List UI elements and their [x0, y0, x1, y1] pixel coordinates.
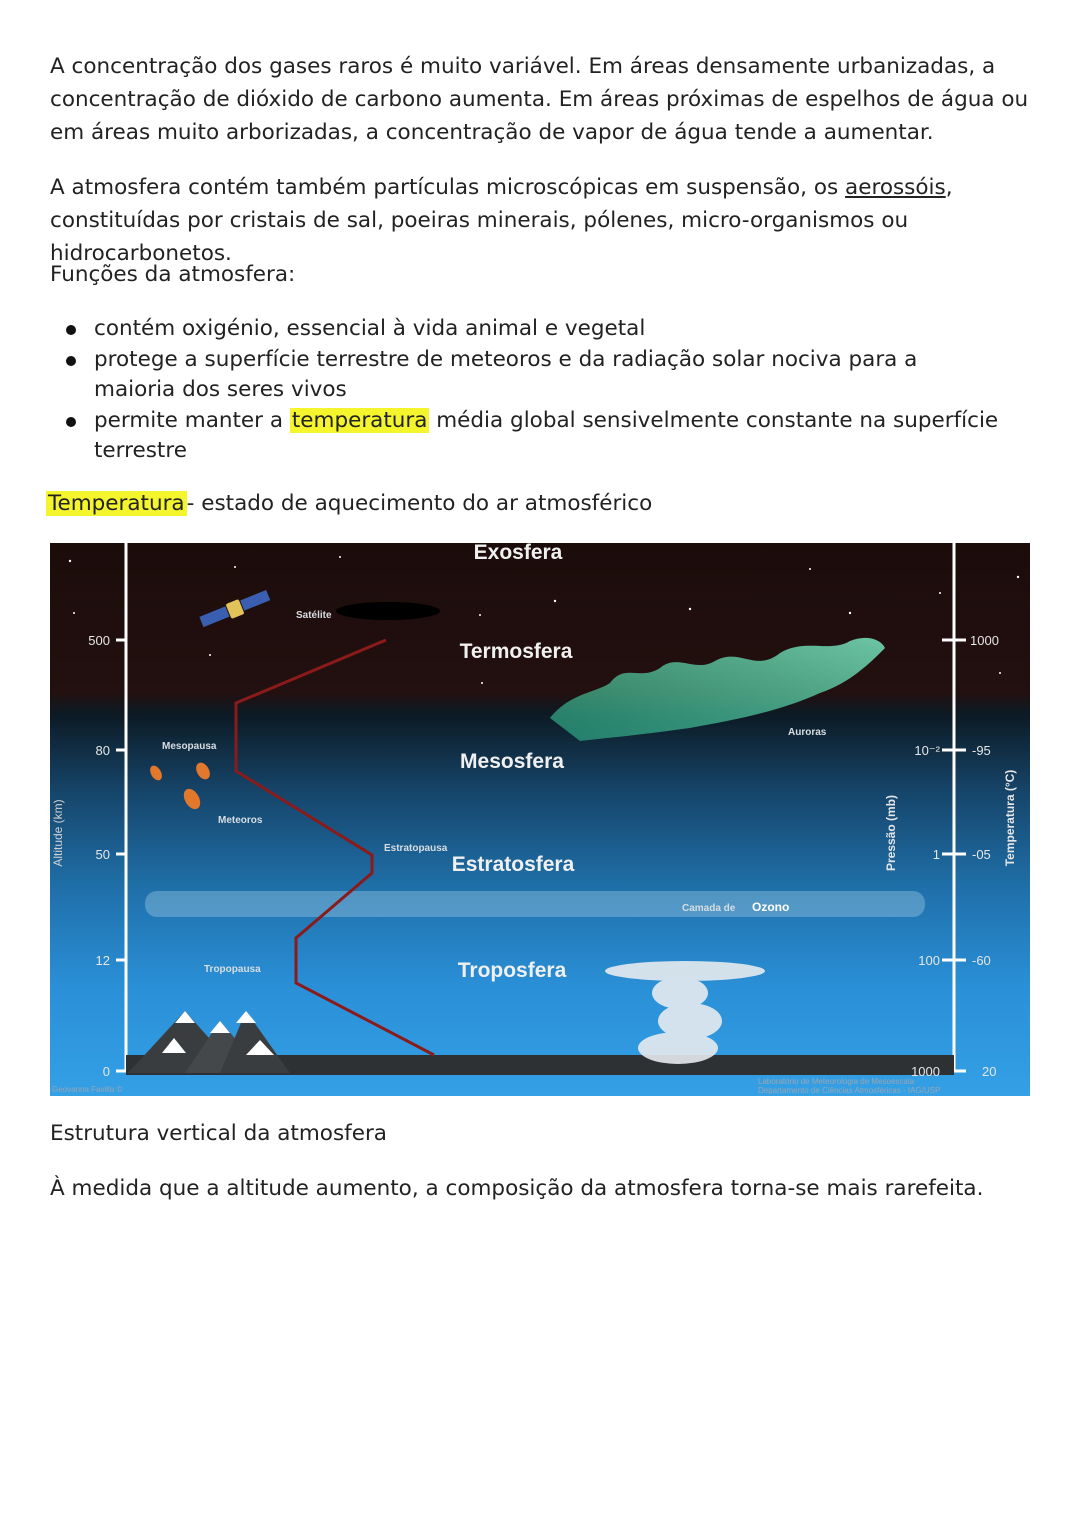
list-item-text: protege a superfície terrestre de meteoros e da radiação solar nociva para a maioria dos seres vivos	[94, 347, 918, 402]
altitude-tick-0: 0	[102, 1064, 110, 1079]
paragraph-aerossois-start: A atmosfera contém também partículas microscópicas em suspensão, os	[50, 175, 846, 200]
paragraph-aerossois-end: , constituídas por cristais de sal, poeiras minerais, pólenes, micro-organismos ou hidrocarbonetos.	[50, 175, 953, 266]
label-meteoros: Meteoros	[218, 815, 263, 826]
list-item-text: contém oxigénio, essencial à vida animal e vegetal	[94, 316, 646, 341]
pressure-axis-label: Pressão (mb)	[884, 794, 898, 872]
label-camada-de: Camada de	[682, 903, 736, 914]
list-item-text-end: média global sensivelmente constante na superfície terrestre	[94, 408, 999, 463]
figure-caption: Estrutura vertical da atmosfera	[50, 1121, 387, 1146]
label-ozono: Ozono	[752, 900, 790, 914]
functions-list	[64, 314, 1004, 467]
layer-termosfera: Termosfera	[459, 640, 573, 663]
altitude-tick-80: 80	[95, 743, 110, 758]
list-item	[64, 345, 1004, 405]
pressure-tick-100: 100	[918, 953, 940, 968]
lab-credit-line1: Laboratório de Meteorologia de Mesoescala	[758, 1077, 915, 1086]
redaction-mark	[336, 602, 440, 620]
label-satelite: Satélite	[296, 610, 332, 621]
temperature-tick-minus95: -95	[972, 743, 991, 758]
temperature-axis-label: Temperatura (°C)	[1003, 769, 1017, 867]
list-item	[64, 406, 1004, 466]
altitude-tick-50: 50	[95, 847, 110, 862]
layer-mesosfera: Mesosfera	[460, 750, 564, 773]
pressure-tick-1: 1	[932, 847, 940, 862]
label-auroras: Auroras	[788, 727, 827, 738]
label-mesopausa: Mesopausa	[162, 741, 217, 752]
paragraph-closing: À medida que a altitude aumento, a composição da atmosfera torna-se mais rarefeita.	[50, 1176, 984, 1201]
functions-heading: Funções da atmosfera:	[50, 262, 296, 287]
label-tropopausa: Tropopausa	[204, 964, 261, 975]
definition-term: Temperatura	[48, 491, 185, 516]
layer-exosfera: Exosfera	[473, 543, 563, 564]
bullet-icon	[66, 417, 76, 427]
temperature-tick-minus05: -05	[972, 847, 991, 862]
highlighted-word: temperatura	[291, 408, 428, 433]
altitude-tick-500: 500	[88, 633, 110, 648]
list-item	[64, 314, 1004, 344]
temperature-tick-minus60: -60	[972, 953, 991, 968]
pressure-tick-0.01: 10⁻²	[914, 743, 940, 758]
paragraph-aerossois	[50, 171, 1040, 270]
aerossois-link[interactable]: aerossóis	[845, 175, 946, 200]
atmosphere-diagram-svg	[50, 543, 1030, 1096]
layer-estratosfera: Estratosfera	[451, 853, 575, 876]
paragraph-gases-raros: A concentração dos gases raros é muito variável. Em áreas densamente urbanizadas, a concentração de dióxido de carbono aumenta. Em áreas próximas de espelhos de água ou em áreas muito arborizadas, a concentração de vapor de água tende a aumentar.	[50, 54, 1029, 145]
altitude-tick-12: 12	[95, 953, 110, 968]
author-credit: Geovanna Favilla ©	[52, 1085, 123, 1094]
label-estratopausa: Estratopausa	[384, 843, 448, 854]
bullet-icon	[66, 356, 76, 366]
atmosphere-diagram	[50, 543, 1030, 1096]
lab-credit-line2: Departamento de Ciências Atmosféricas - IAG/USP	[758, 1086, 941, 1095]
temperature-tick-20: 20	[982, 1064, 997, 1079]
pressure-tick-1000: 1000	[911, 1064, 940, 1079]
altitude-axis-label: Altitude (km)	[51, 799, 65, 867]
definition-text: - estado de aquecimento do ar atmosférico	[186, 491, 653, 516]
definition-temperatura	[46, 487, 652, 520]
layer-troposfera: Troposfera	[457, 959, 567, 982]
list-item-text-start: permite manter a	[94, 408, 290, 433]
temperature-tick-1000: 1000	[970, 633, 999, 648]
bullet-icon	[66, 325, 76, 335]
sky-background	[50, 543, 1030, 1096]
ozone-layer-band	[145, 891, 925, 917]
